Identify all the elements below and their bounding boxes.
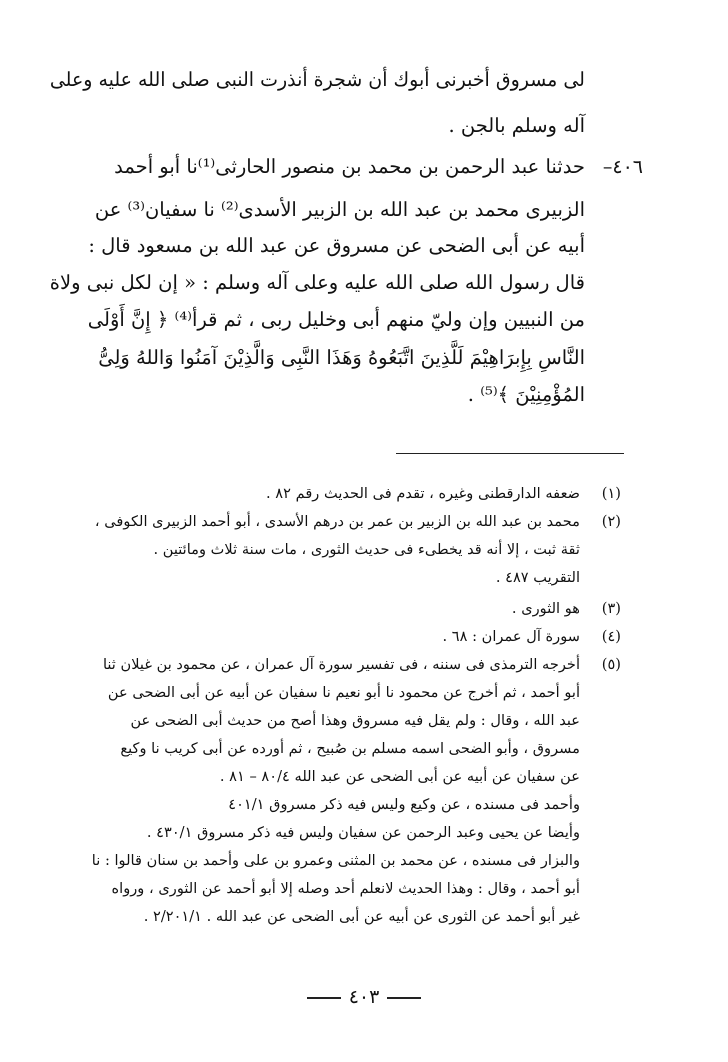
footnote-1-line-1: ضعفه الدارقطنى وغيره ، تقدم فى الحديث رقم ٨٢ . [266, 485, 580, 502]
footnote-5-line-5: عن سفيان عن أبيه عن أبى الضحى عن عبد الله ٨٠/٤ – ٨١ . [219, 768, 580, 785]
footnote-4-number: (٤) [601, 628, 621, 645]
hadith-line-4: قال رسول الله صلى الله عليه وعلى آله وسلم : « إن لكل نبى ولاة [49, 271, 585, 294]
hadith-line-6: النَّاسِ بِإِبرَاهِيْمَ لَلَّذِينَ اتَّبَعُوهُ وَهَذَا النَّبِى وَالَّذِيْنَ آمَنُوا وَاللهُ وَلِىُّ [98, 346, 585, 369]
hadith-line-2: الزبيرى محمد بن عبد الله بن الزبير الأسدى⁽²⁾ نا سفيان⁽³⁾ عن [94, 198, 585, 221]
footnote-5-line-9: أبو أحمد ، وقال : وهذا الحديث لانعلم أحد وصله إلا أبو أحمد عن الثورى ، ورواه [111, 880, 580, 897]
footnote-5-line-4: مسروق ، وأبو الضحى اسمه مسلم بن صُبيح ، ثم أورده عن أبى كريب نا وكيع [120, 740, 580, 757]
footnote-2-line-2: ثقة ثبت ، إلا أنه قد يخطىء فى حديث الثورى ، مات سنة ثلاث ومائتين . [153, 541, 580, 558]
page-number [0, 986, 728, 1008]
footnote-2-line-1: محمد بن عبد الله بن الزبير بن عمر بن درهم الأسدى ، أبو أحمد الزبيرى الكوفى ، [94, 513, 580, 530]
footnote-5-line-3: عبد الله ، وقال : ولم يقل فيه مسروق وهذا أصح من حديث أبى الضحى عن [130, 712, 580, 729]
page-number-dash-right [387, 997, 421, 999]
footnote-5-line-10: غير أبو أحمد عن الثورى عن أبيه عن أبى الضحى عن عبد الله . ٢/٢٠١/١ . [143, 908, 580, 925]
footnote-5-line-2: أبو أحمد ، ثم أخرج عن محمود نا أبو نعيم نا سفيان عن أبيه عن أبى الضحى عن [107, 684, 580, 701]
hadith-line-5: من النبيين وإن وليّ منهم أبى وخليل ربى ، ثم قرأ⁽⁴⁾ ﴿ إِنَّ أَوْلَى [87, 308, 585, 331]
intro-line-1: لى مسروق أخبرنى أبوك أن شجرة أنذرت النبى صلى الله عليه وعلى [49, 68, 585, 91]
footnote-2-number: (٢) [601, 513, 621, 530]
footnote-5-line-7: وأيضا عن يحيى وعبد الرحمن عن سفيان وليس فيه ذكر مسروق ٤٣٠/١ . [146, 824, 580, 841]
hadith-line-1: حدثنا عبد الرحمن بن محمد بن منصور الحارثى⁽¹⁾نا أبو أحمد [114, 155, 585, 178]
footnote-1-number: (١) [601, 485, 621, 502]
hadith-line-3: أبيه عن أبى الضحى عن مسروق عن عبد الله بن مسعود قال : [88, 234, 585, 257]
page-number-dash-left [307, 997, 341, 999]
footnote-5-line-1: أخرجه الترمذى فى سننه ، فى تفسير سورة آل عمران ، عن محمود بن غيلان ثنا [102, 656, 580, 673]
footnote-separator [396, 453, 624, 454]
hadith-number: ٤٠٦– [602, 156, 643, 178]
footnote-5-line-6: وأحمد فى مسنده ، عن وكيع وليس فيه ذكر مسروق ٤٠١/١ [228, 796, 580, 813]
footnote-5-line-8: والبزار فى مسنده ، عن محمد بن المثنى وعمرو بن على وأحمد بن سنان قالوا : نا [91, 852, 580, 869]
footnote-3-line-1: هو الثورى . [511, 600, 580, 617]
footnote-5-number: (٥) [601, 656, 621, 673]
hadith-line-7: المُؤْمِنِيْنَ ﴾⁽⁵⁾ . [467, 383, 585, 406]
footnote-2-line-3: التقريب ٤٨٧ . [495, 569, 580, 586]
footnote-4-line-1: سورة آل عمران : ٦٨ . [442, 628, 580, 645]
footnote-3-number: (٣) [601, 600, 621, 617]
intro-line-2: آله وسلم بالجن . [448, 114, 585, 137]
page-number-value: ٤٠٣ [348, 986, 380, 1008]
